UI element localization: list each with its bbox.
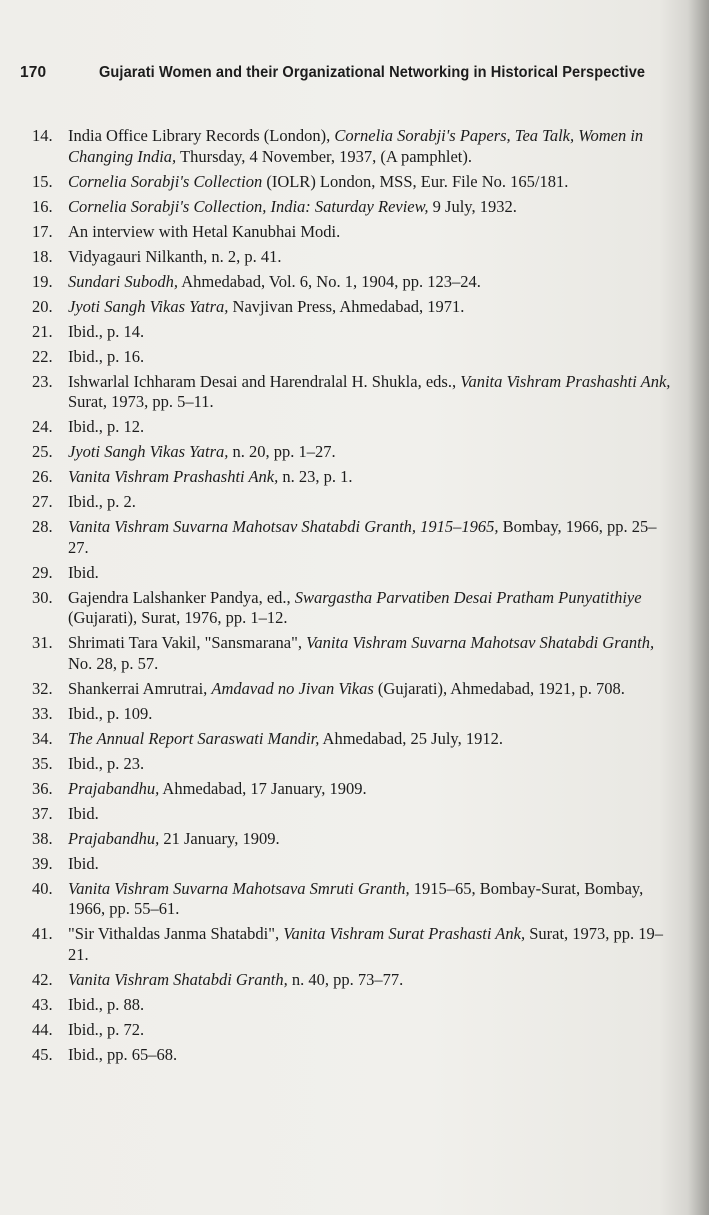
- citation-text: Ibid.: [68, 853, 99, 873]
- endnote-text: [68, 854, 677, 875]
- endnote-item: [32, 517, 677, 558]
- citation-text: Ishwarlal Ichharam Desai and Harendralal H. Shukla, eds.,: [68, 371, 461, 391]
- endnote-number: 34.: [32, 728, 53, 748]
- citation-text: Shankerrai Amrutrai,: [68, 678, 212, 698]
- citation-title: Swargastha Parvatiben Desai Pratham Punyatithiye: [294, 587, 642, 607]
- citation-title: Vanita Vishram Suvarna Mahotsav Shatabdi Granth,: [306, 633, 655, 652]
- endnote-item: [32, 467, 677, 488]
- citation-text: Ahmedabad, Vol. 6, No. 1, 1904, pp. 123–24.: [178, 271, 481, 291]
- endnote-item: [32, 679, 677, 700]
- endnote-item: [32, 492, 677, 513]
- citation-text: Ibid., p. 16.: [68, 346, 145, 366]
- endnote-text: [68, 804, 677, 825]
- endnote-item: [32, 924, 677, 965]
- endnote-text: [68, 222, 677, 243]
- endnote-item: [32, 222, 677, 243]
- endnote-number: 22.: [32, 346, 53, 366]
- citation-title: Vanita Vishram Suvarna Mahotsav Shatabdi Granth, 1915–1965,: [68, 517, 499, 536]
- citation-title: Jyoti Sangh Vikas Yatra,: [68, 296, 229, 316]
- citation-text: 9 July, 1932.: [428, 196, 517, 216]
- endnote-text: [68, 492, 677, 513]
- citation-title: Prajabandhu,: [68, 778, 160, 798]
- endnote-text: [68, 126, 677, 167]
- endnote-item: [32, 1020, 677, 1041]
- citation-title: Cornelia Sorabji's Collection, India: Saturday Review,: [68, 196, 429, 216]
- endnote-number: 39.: [32, 853, 53, 873]
- citation-text: Navjivan Press, Ahmedabad, 1971.: [228, 296, 465, 316]
- endnote-number: 38.: [32, 828, 53, 848]
- citation-text: (Gujarati), Surat, 1976, pp. 1–12.: [68, 608, 288, 627]
- citation-text: Shrimati Tara Vakil, "Sansmarana",: [68, 633, 307, 652]
- endnote-number: 15.: [32, 171, 53, 191]
- endnote-number: 36.: [32, 778, 53, 798]
- endnote-text: [68, 297, 677, 318]
- endnote-number: 25.: [32, 442, 53, 461]
- citation-text: Ibid., p. 72.: [68, 1019, 145, 1039]
- endnote-item: [32, 1045, 677, 1066]
- citation-text: n. 40, pp. 73–77.: [287, 969, 404, 989]
- endnote-text: [68, 247, 677, 268]
- citation-text: Gajendra Lalshanker Pandya, ed.,: [68, 587, 295, 607]
- endnote-item: [32, 322, 677, 343]
- endnote-number: 27.: [32, 492, 53, 511]
- citation-text: 1915–65, Bombay-Surat, Bombay, 1966, pp. 55–61.: [68, 878, 644, 918]
- endnote-number: 17.: [32, 221, 53, 241]
- citation-text: India Office Library Records (London),: [68, 126, 335, 145]
- endnote-number: 31.: [32, 633, 53, 652]
- endnote-item: [32, 995, 677, 1016]
- endnote-text: [68, 924, 677, 965]
- endnote-text: [68, 1045, 677, 1066]
- endnote-number: 32.: [32, 678, 53, 698]
- endnote-text: [68, 729, 677, 750]
- citation-title: Jyoti Sangh Vikas Yatra,: [68, 442, 229, 461]
- endnote-text: [68, 633, 677, 674]
- citation-text: Ibid., p. 2.: [68, 492, 136, 511]
- endnote-number: 26.: [32, 467, 53, 486]
- endnote-item: [32, 970, 677, 991]
- citation-text: Ibid., p. 12.: [68, 417, 145, 436]
- endnote-number: 20.: [32, 296, 53, 316]
- citation-text: Vidyagauri Nilkanth, n. 2, p. 41.: [68, 246, 282, 266]
- endnote-number: 42.: [32, 969, 53, 989]
- endnote-item: [32, 347, 677, 368]
- endnote-number: 28.: [32, 517, 53, 536]
- endnote-item: [32, 633, 677, 674]
- endnote-number: 37.: [32, 803, 53, 823]
- citation-text: Bombay, 1966, pp. 25–27.: [68, 517, 657, 557]
- endnote-item: [32, 442, 677, 463]
- endnote-text: [68, 1020, 677, 1041]
- endnote-item: [32, 588, 677, 629]
- endnote-item: [32, 172, 677, 193]
- endnote-number: 43.: [32, 994, 53, 1014]
- endnote-text: [68, 879, 677, 920]
- endnote-text: [68, 272, 677, 293]
- endnote-item: [32, 854, 677, 875]
- citation-title: Vanita Vishram Surat Prashasti Ank,: [283, 924, 526, 943]
- endnote-item: [32, 197, 677, 218]
- running-title: Gujarati Women and their Organizational Networking in Historical Perspective: [99, 64, 646, 81]
- citation-title: Amdavad no Jivan Vikas: [211, 678, 374, 698]
- citation-title: Vanita Vishram Shatabdi Granth,: [68, 969, 288, 989]
- endnote-number: 16.: [32, 196, 53, 216]
- citation-text: (IOLR) London, MSS, Eur. File No. 165/181.: [262, 171, 569, 191]
- endnote-number: 45.: [32, 1044, 53, 1064]
- endnote-item: [32, 754, 677, 775]
- endnote-item: [32, 417, 677, 438]
- citation-title: Cornelia Sorabji's Papers, Tea Talk, Women in Changing India,: [68, 126, 644, 166]
- citation-text: Ibid., p. 88.: [68, 994, 145, 1014]
- endnote-number: 29.: [32, 562, 53, 582]
- endnotes-list: [32, 126, 677, 1070]
- citation-text: n. 23, p. 1.: [278, 467, 353, 486]
- endnote-item: [32, 879, 677, 920]
- endnote-text: [68, 563, 677, 584]
- citation-text: Ibid.: [68, 803, 99, 823]
- citation-text: Thursday, 4 November, 1937, (A pamphlet).: [176, 146, 472, 166]
- citation-text: Ibid., pp. 65–68.: [68, 1044, 178, 1064]
- citation-text: Ibid.: [68, 562, 99, 582]
- citation-text: Surat, 1973, pp. 5–11.: [68, 392, 214, 411]
- endnote-text: [68, 417, 677, 438]
- endnote-number: 30.: [32, 587, 53, 607]
- endnote-text: [68, 467, 677, 488]
- endnote-number: 14.: [32, 126, 53, 145]
- citation-title: Vanita Vishram Prashashti Ank,: [460, 371, 671, 391]
- citation-text: No. 28, p. 57.: [68, 653, 159, 673]
- page-number: 170: [20, 64, 47, 81]
- citation-title: Prajabandhu,: [68, 828, 160, 848]
- citation-title: Vanita Vishram Prashashti Ank,: [68, 467, 279, 486]
- endnote-text: [68, 779, 677, 800]
- citation-text: Ibid., p. 14.: [68, 321, 145, 341]
- endnote-item: [32, 704, 677, 725]
- endnote-text: [68, 372, 677, 413]
- endnote-text: [68, 679, 677, 700]
- endnote-text: [68, 172, 677, 193]
- endnote-text: [68, 517, 677, 558]
- endnote-item: [32, 372, 677, 413]
- citation-text: An interview with Hetal Kanubhai Modi.: [68, 221, 341, 241]
- endnote-number: 19.: [32, 271, 53, 291]
- citation-text: (Gujarati), Ahmedabad, 1921, p. 708.: [373, 678, 625, 698]
- endnote-item: [32, 804, 677, 825]
- endnote-number: 35.: [32, 753, 53, 773]
- endnote-item: [32, 829, 677, 850]
- endnote-text: [68, 197, 677, 218]
- endnote-number: 40.: [32, 878, 53, 898]
- endnote-item: [32, 126, 677, 167]
- citation-text: n. 20, pp. 1–27.: [228, 442, 336, 461]
- citation-text: 21 January, 1909.: [159, 828, 280, 848]
- endnote-number: 41.: [32, 924, 53, 943]
- citation-text: Ahmedabad, 25 July, 1912.: [319, 728, 503, 748]
- endnote-text: [68, 322, 677, 343]
- endnote-item: [32, 563, 677, 584]
- citation-text: Surat, 1973, pp. 19–21.: [68, 924, 664, 964]
- citation-text: "Sir Vithaldas Janma Shatabdi",: [68, 924, 284, 943]
- citation-title: Cornelia Sorabji's Collection: [68, 171, 263, 191]
- endnote-number: 18.: [32, 246, 53, 266]
- endnote-text: [68, 995, 677, 1016]
- endnote-text: [68, 704, 677, 725]
- endnote-number: 33.: [32, 703, 53, 723]
- endnote-text: [68, 754, 677, 775]
- endnote-item: [32, 247, 677, 268]
- endnote-item: [32, 729, 677, 750]
- endnote-number: 21.: [32, 321, 53, 341]
- endnote-number: 24.: [32, 417, 53, 436]
- endnote-item: [32, 272, 677, 293]
- citation-title: Vanita Vishram Suvarna Mahotsava Smruti Granth,: [68, 878, 410, 898]
- citation-text: Ahmedabad, 17 January, 1909.: [159, 778, 367, 798]
- endnote-text: [68, 442, 677, 463]
- endnote-item: [32, 779, 677, 800]
- endnote-number: 44.: [32, 1019, 53, 1039]
- endnote-number: 23.: [32, 371, 53, 391]
- endnote-text: [68, 588, 677, 629]
- citation-text: Ibid., p. 109.: [68, 703, 153, 723]
- endnote-text: [68, 347, 677, 368]
- citation-title: The Annual Report Saraswati Mandir,: [68, 728, 320, 748]
- running-header: [20, 64, 680, 82]
- citation-title: Sundari Subodh,: [68, 271, 179, 291]
- endnote-text: [68, 829, 677, 850]
- endnote-text: [68, 970, 677, 991]
- citation-text: Ibid., p. 23.: [68, 753, 145, 773]
- endnote-item: [32, 297, 677, 318]
